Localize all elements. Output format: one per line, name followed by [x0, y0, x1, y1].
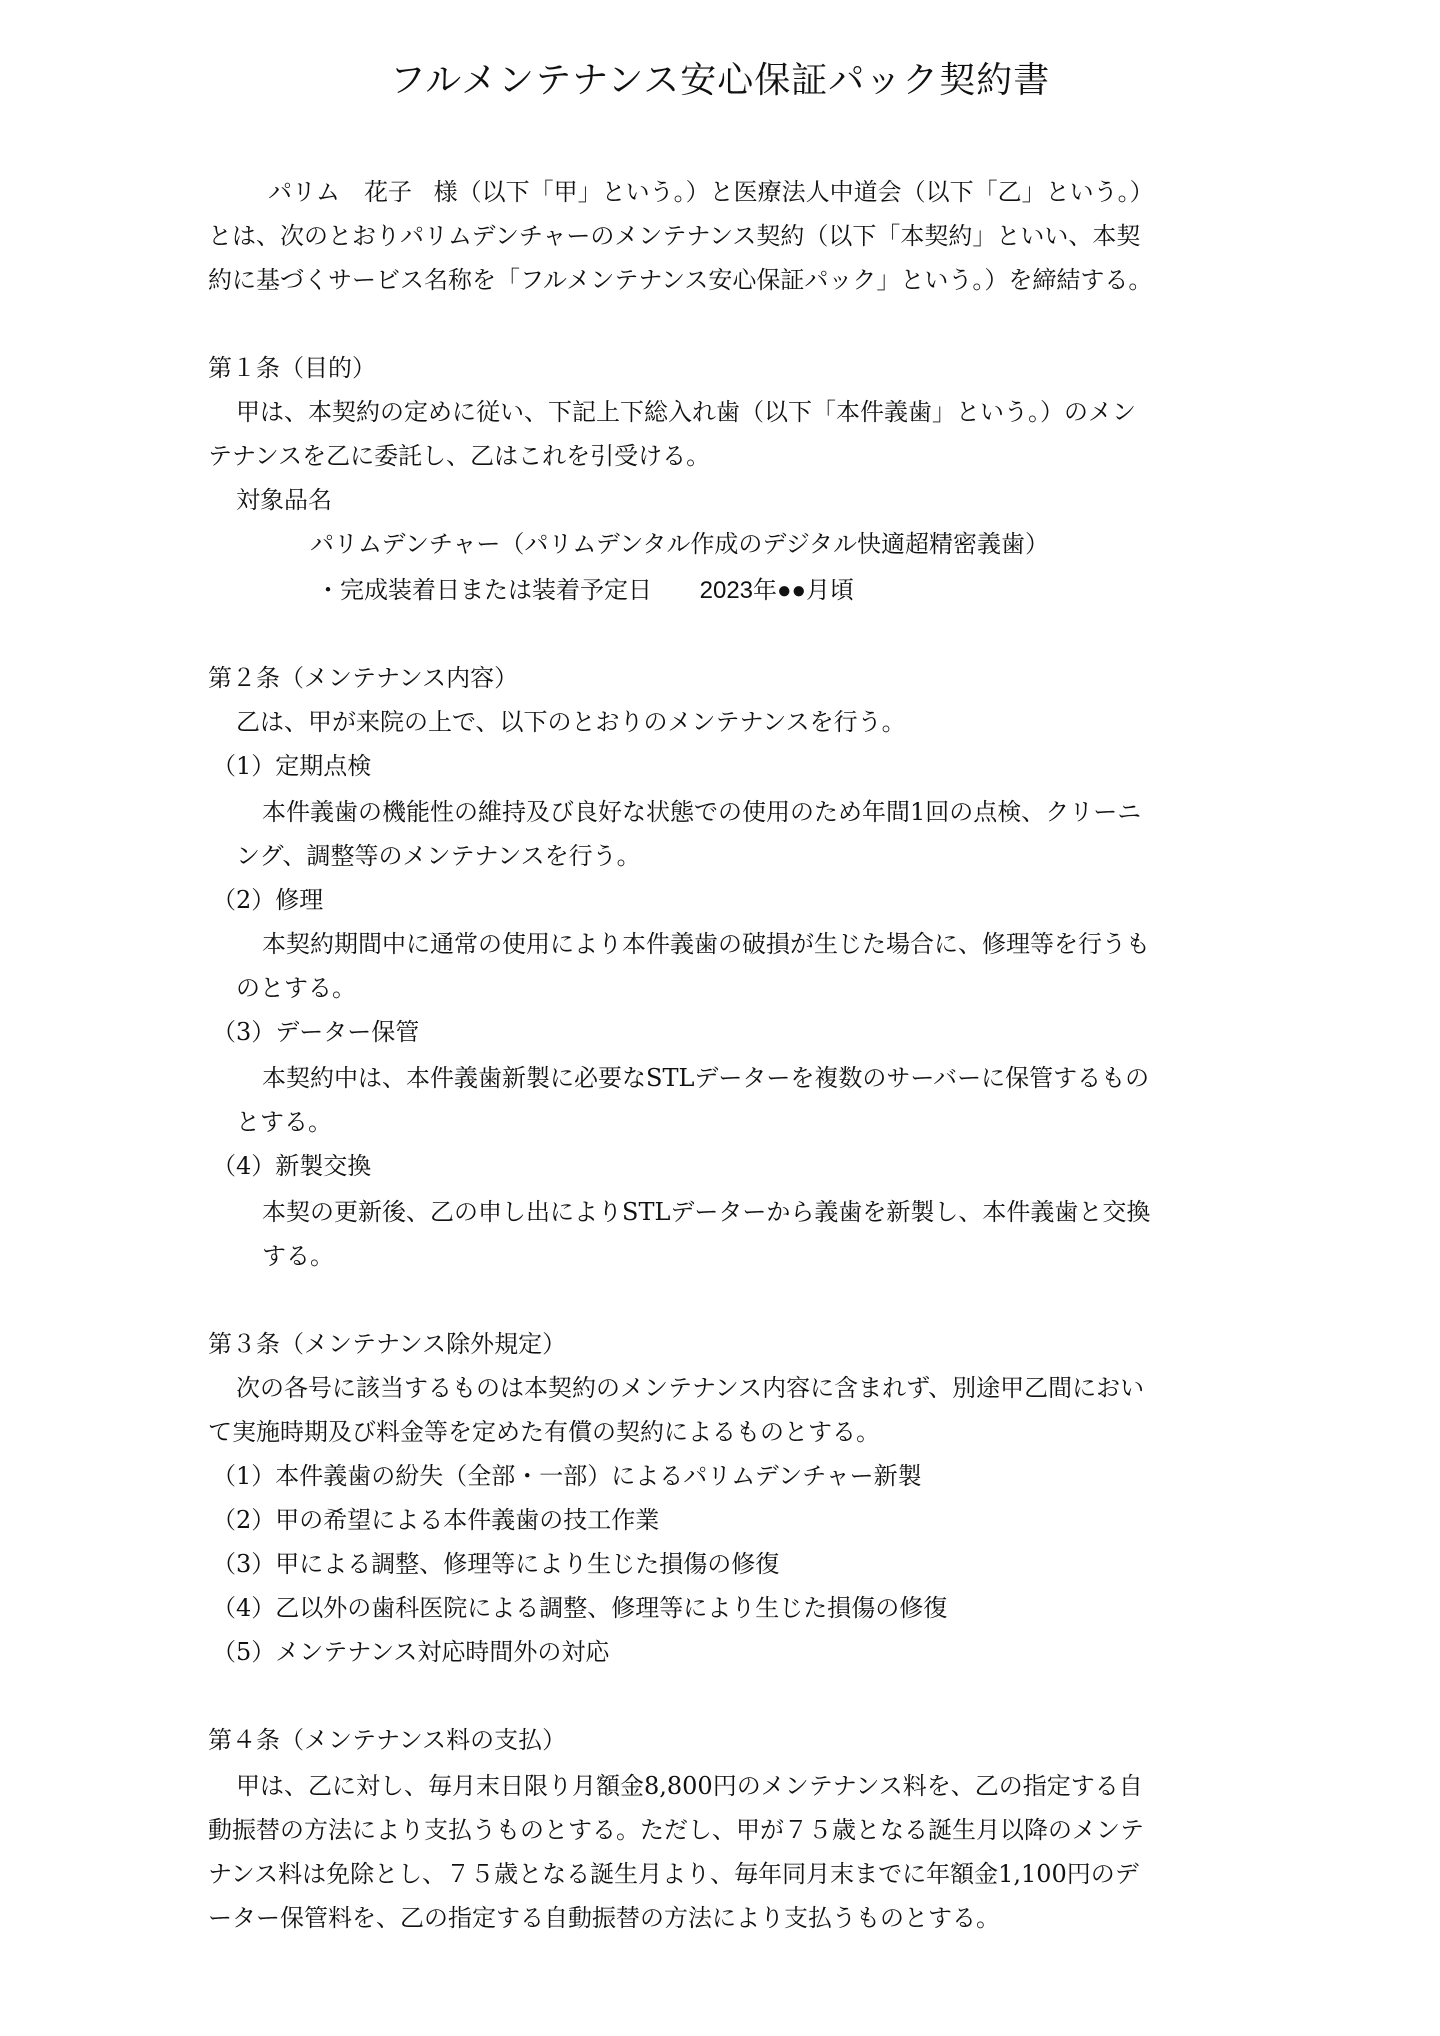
article-2-item-3-title: （3）データー保管: [212, 1018, 420, 1046]
customer-name: パリム 花子: [268, 178, 412, 206]
article-2-item-4-line-2: する。: [262, 1242, 334, 1270]
article-1-heading: 第１条（目的）: [208, 354, 376, 382]
article-2-item-1-line-2: ング、調整等のメンテナンスを行う。: [236, 842, 641, 870]
article-3-heading: 第３条（メンテナンス除外規定）: [208, 1330, 567, 1358]
article-3-item-5: （5）メンテナンス対応時間外の対応: [212, 1638, 610, 1666]
article-3-item-2: （2）甲の希望による本件義歯の技工作業: [212, 1506, 660, 1534]
preamble-line-1-text: 様（以下「甲」という。）と医療法人中道会（以下「乙」という。）: [433, 178, 1154, 206]
article-3-item-4: （4）乙以外の歯科医院による調整、修理等により生じた損傷の修復: [212, 1594, 948, 1622]
article-2-item-3-line-1: 本契約中は、本件義歯新製に必要なSTLデーターを複数のサーバーに保管するもの: [262, 1064, 1150, 1092]
article-2-intro: 乙は、甲が来院の上で、以下のとおりのメンテナンスを行う。: [236, 708, 906, 736]
article-3-line-1: 次の各号に該当するものは本契約のメンテナンス内容に含まれず、別途甲乙間におい: [236, 1374, 1145, 1402]
article-1-date-line: [316, 574, 854, 607]
article-2-item-3-line-2: とする。: [236, 1108, 332, 1136]
article-2-item-1-line-1: 本件義歯の機能性の維持及び良好な状態での使用のため年間1回の点検、クリーニ: [262, 798, 1142, 826]
article-1-date-value: 2023年●●月頃: [699, 577, 855, 604]
preamble-line-1: [268, 176, 1154, 208]
article-1-product: パリムデンチャー（パリムデンタル作成のデジタル快適超精密義歯）: [310, 530, 1049, 558]
document-title: フルメンテナンス安心保証パック契約書: [389, 60, 1051, 101]
article-2-heading: 第２条（メンテナンス内容）: [208, 664, 519, 692]
article-2-item-2-line-1: 本契約期間中に通常の使用により本件義歯の破損が生じた場合に、修理等を行うも: [262, 930, 1150, 958]
article-3-item-1: （1）本件義歯の紛失（全部・一部）によるパリムデンチャー新製: [212, 1462, 922, 1490]
preamble-line-2: とは、次のとおりパリムデンチャーのメンテナンス契約（以下「本契約」といい、本契: [208, 222, 1141, 250]
preamble-line-3: 約に基づくサービス名称を「フルメンテナンス安心保証パック」という。）を締結する。: [208, 266, 1153, 294]
article-1-line-2: テナンスを乙に委託し、乙はこれを引受ける。: [208, 442, 711, 470]
article-2-item-2-title: （2）修理: [212, 886, 324, 914]
article-2-item-1-title: （1）定期点検: [212, 752, 372, 780]
article-4-line-3: ナンス料は免除とし、７５歳となる誕生月より、毎年同月末までに年額金1,100円のデ: [208, 1860, 1139, 1888]
article-4-line-1: 甲は、乙に対し、毎月末日限り月額金8,800円のメンテナンス料を、乙の指定する自: [236, 1772, 1143, 1800]
article-3-line-2: て実施時期及び料金等を定めた有償の契約によるものとする。: [208, 1418, 880, 1446]
article-4-line-4: ーター保管料を、乙の指定する自動振替の方法により支払うものとする。: [208, 1904, 1000, 1932]
article-2-item-4-title: （4）新製交換: [212, 1152, 372, 1180]
article-3-item-3: （3）甲による調整、修理等により生じた損傷の修復: [212, 1550, 780, 1578]
article-2-item-4-line-1: 本契の更新後、乙の申し出によりSTLデーターから義歯を新製し、本件義歯と交換: [262, 1198, 1151, 1226]
article-1-line-1: 甲は、本契約の定めに従い、下記上下総入れ歯（以下「本件義歯」という。）のメン: [236, 398, 1136, 426]
article-1-date-label: ・完成装着日または装着予定日: [316, 576, 652, 604]
article-4-line-2: 動振替の方法により支払うものとする。ただし、甲が７５歳となる誕生月以降のメンテ: [208, 1816, 1144, 1844]
article-2-item-2-line-2: のとする。: [236, 974, 356, 1002]
article-1-target-label: 対象品名: [236, 486, 332, 514]
article-4-heading: 第４条（メンテナンス料の支払）: [208, 1726, 567, 1754]
